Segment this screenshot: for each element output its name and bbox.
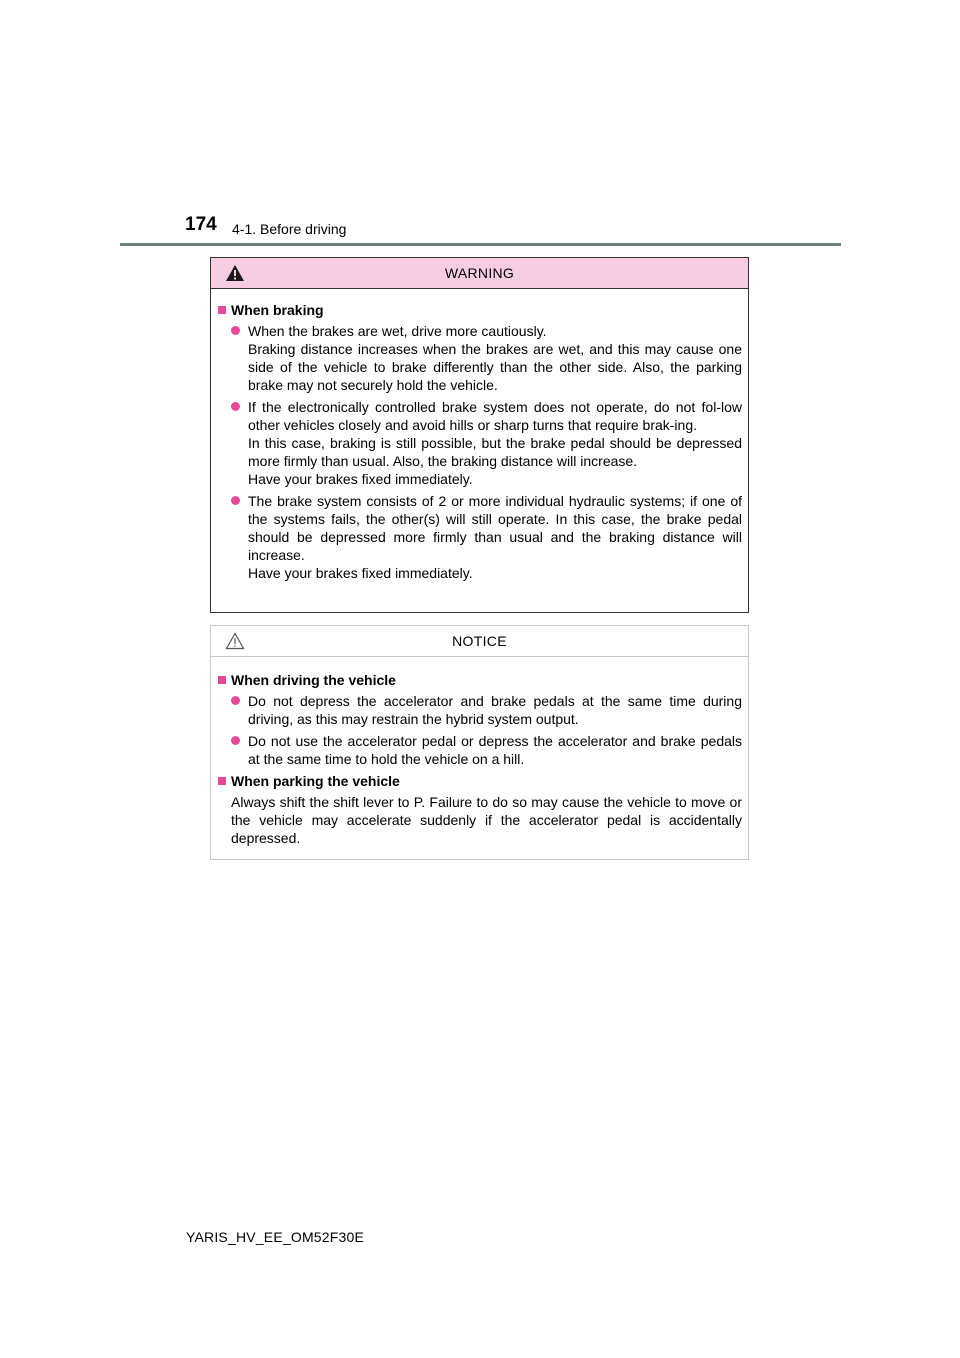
warning-label: WARNING — [444, 265, 515, 281]
warning-body — [211, 289, 748, 582]
warning-item-text: When the brakes are wet, drive more cautiously. — [248, 323, 547, 339]
round-bullet-icon — [231, 402, 240, 411]
notice-heading-text: When parking the vehicle — [231, 773, 400, 789]
round-bullet-icon — [231, 496, 240, 505]
round-bullet-icon — [231, 736, 240, 745]
warning-item-text: If the electronically controlled brake system does not operate, do not fol-low other vehicles closely and avoid hills or sharp turns that require brak-ing. — [248, 399, 742, 433]
warning-triangle-icon — [225, 264, 245, 282]
caution-triangle-outline-icon — [225, 632, 245, 650]
notice-header — [211, 626, 748, 657]
warning-item-text: In this case, braking is still possible, but the brake pedal should be depressed more firmly than usual. Also, the braking distance will increase. — [248, 435, 742, 469]
round-bullet-icon — [231, 326, 240, 335]
square-bullet-icon — [218, 676, 226, 684]
section-title: 4-1. Before driving — [232, 221, 347, 237]
square-bullet-icon — [218, 306, 226, 314]
warning-heading-text: When braking — [231, 302, 324, 318]
warning-item-text: Have your brakes fixed immediately. — [248, 471, 473, 487]
warning-item-text: Braking distance increases when the brakes are wet, and this may cause one side of the vehicle to brake differently than the other side. Also, the parking brake may not securely hold the vehicle. — [248, 341, 742, 393]
warning-box — [210, 257, 749, 613]
notice-label: NOTICE — [452, 633, 507, 649]
warning-item-text: Have your brakes fixed immediately. — [248, 565, 473, 581]
header-divider — [120, 243, 841, 246]
notice-box — [210, 625, 749, 860]
warning-item-text: The brake system consists of 2 or more individual hydraulic systems; if one of the systems fails, the other(s) will still operate. In this case, the brake pedal should be depressed more firmly than usual and the braking distance will increase. — [248, 493, 742, 563]
page-header — [0, 0, 960, 250]
notice-heading-text: When driving the vehicle — [231, 672, 396, 688]
notice-heading — [218, 772, 742, 790]
warning-item — [218, 398, 742, 488]
notice-item — [218, 692, 742, 728]
notice-paragraph: Always shift the shift lever to P. Failure to do so may cause the vehicle to move or the vehicle may accelerate suddenly if the accelerator pedal is accidentally depressed. — [231, 794, 742, 846]
notice-item — [218, 732, 742, 768]
warning-item — [218, 322, 742, 394]
notice-item-text: Do not depress the accelerator and brake pedals at the same time during driving, as this may restrain the hybrid system output. — [248, 693, 742, 727]
document-code: YARIS_HV_EE_OM52F30E — [186, 1229, 365, 1245]
round-bullet-icon — [231, 696, 240, 705]
square-bullet-icon — [218, 777, 226, 785]
notice-body — [211, 657, 748, 847]
page-number: 174 — [185, 214, 217, 235]
warning-item — [218, 492, 742, 582]
notice-heading — [218, 671, 742, 689]
warning-header — [211, 258, 748, 289]
warning-heading — [218, 301, 742, 319]
notice-item-text: Do not use the accelerator pedal or depress the accelerator and brake pedals at the same time to hold the vehicle on a hill. — [248, 733, 742, 767]
